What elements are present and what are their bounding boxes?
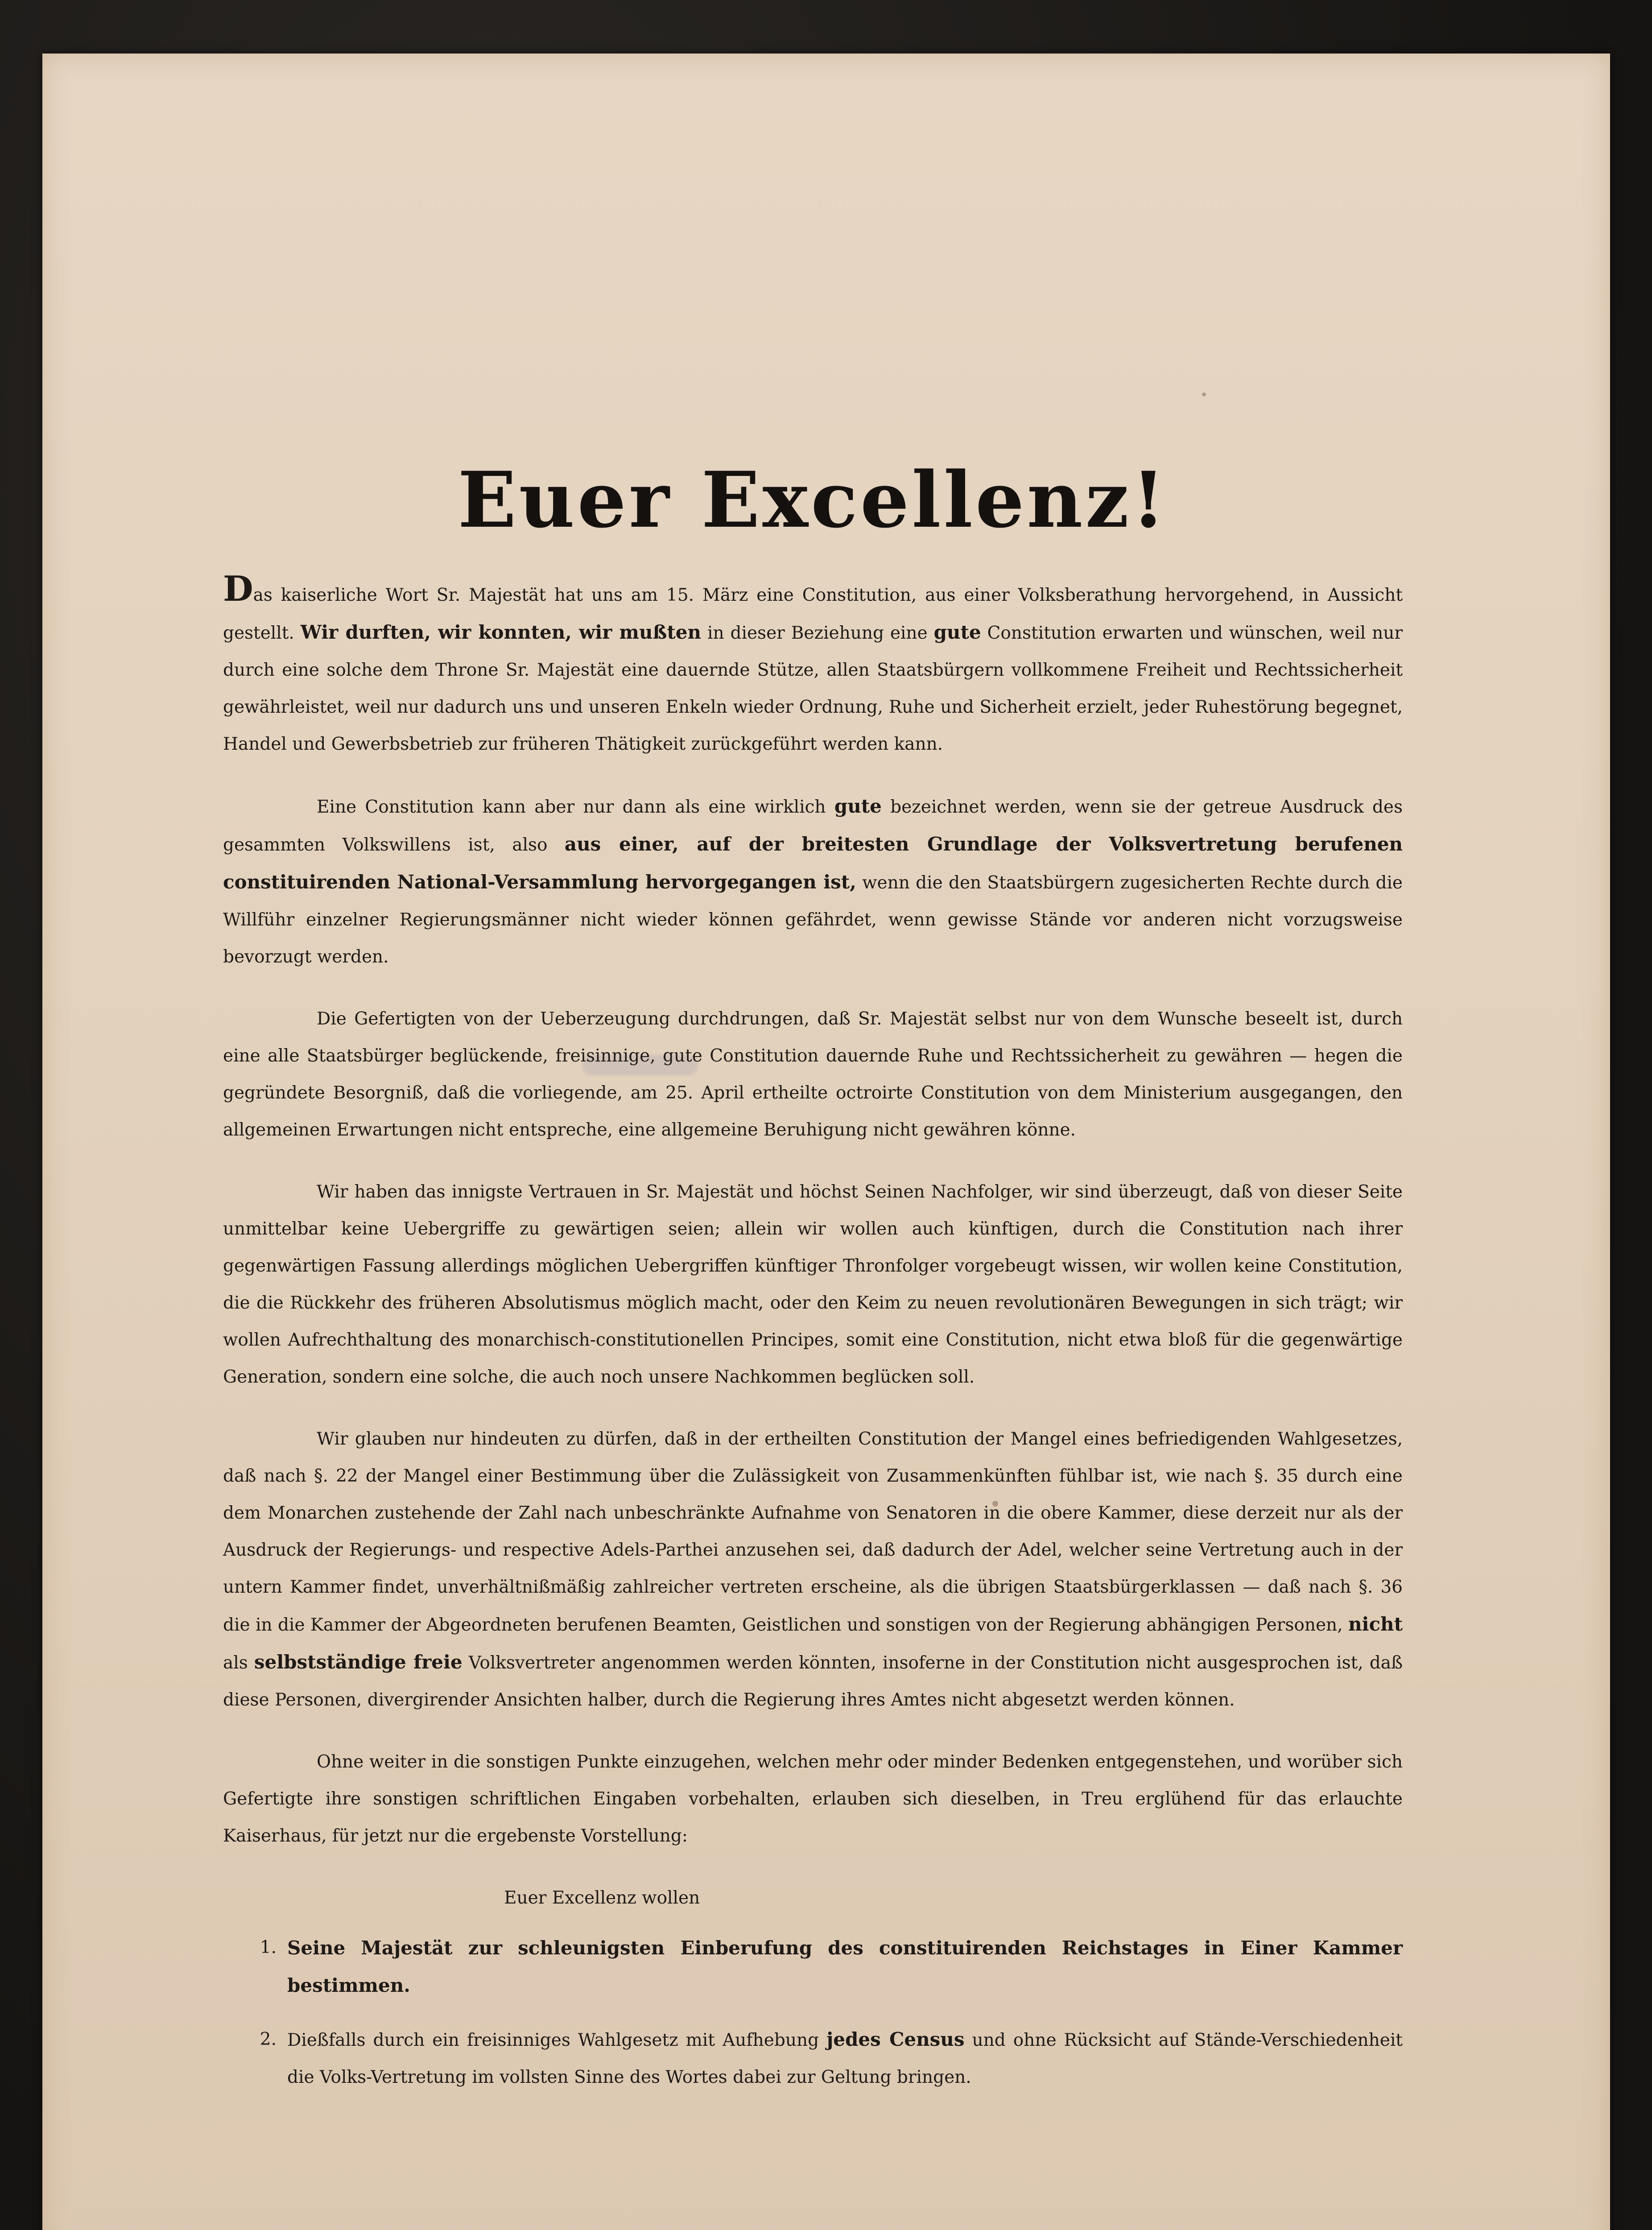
demand-item <box>223 1929 1403 2004</box>
text-run: Wir haben das innigste Vertrauen in Sr. Majestät und höchst Seinen Nachfolger, wir sind überzeugt, daß von dieser Seite unmittelbar keine Uebergriffe zu gewärtigen seien; allein wir wollen auch künftigen, durch die Constitution nach ihrer gegenwärtigen Fassung allerdings möglichen Uebergriffen künftiger Thronfolger vorgebeugt wissen, wir wollen keine Constitution, die die Rückkehr des früheren Absolutismus möglich macht, oder den Keim zu neuen revolutionären Bewegungen in sich trägt; wir wollen Aufrechthaltung des monarchisch-constitutionellen Principes, somit eine Constitution, nicht etwa bloß für die gegenwärtige Generation, sondern eine solche, die auch noch unsere Nachkommen beglücken soll. <box>223 1182 1403 1387</box>
bold-text: gute <box>834 795 882 817</box>
document-content <box>223 116 1403 2087</box>
text-run: Die Gefertigten von der Ueberzeugung durchdrungen, daß Sr. Majestät selbst nur von dem Wunsche beseelt ist, durch eine alle Staatsbürger beglückende, freisinnige, gute Constitution dauernde Ruhe und Rechtssicherheit zu gewähren — hegen die gegründete Besorgniß, daß die vorliegende, am 25. April ertheilte octroirte Constitution von dem Ministerium ausgegangen, den allgemeinen Erwartungen nicht entspreche, eine allgemeine Beruhigung nicht gewähren könne. <box>223 1009 1403 1140</box>
demand-number: 1. <box>260 1937 277 1957</box>
text-run: Wir glauben nur hindeuten zu dürfen, daß in der ertheilten Constitution der Mangel eines befriedigenden Wahlgesetzes, daß nach §. 22 der Mangel einer Bestimmung über die Zulässigkeit von Zusammenkünften fühlbar ist, wie nach §. 35 durch eine dem Monarchen zustehende der Zahl nach unbeschränkte Aufnahme von Senatoren in die obere Kammer, diese derzeit nur als der Ausdruck der Regierungs- und respective Adels-Parthei anzusehen sei, daß dadurch der Adel, welcher seine Vertretung auch in der untern Kammer findet, unverhältnißmäßig zahlreicher vertreten erscheine, als die übrigen Staatsbürgerklassen — daß nach §. 36 die in die Kammer der Abgeordneten berufenen Beamten, Geistlichen und sonstigen von der Regierung abhängigen Personen, <box>223 1429 1403 1635</box>
text-run: Volksvertreter angenommen werden könnten, insoferne in der Constitution nicht ausgesprochen ist, daß diese Personen, divergirender Ansichten halber, durch die Regierung ihres Amtes nicht abgesetzt werden können. <box>223 1653 1403 1710</box>
text-run: als <box>223 1653 254 1673</box>
bold-text: Wir durften, wir konnten, wir mußten <box>300 621 702 643</box>
demand-list <box>223 1929 1403 2096</box>
paragraph-list <box>223 569 1403 1854</box>
text-run: Eine Constitution kann aber nur dann als eine wirklich <box>317 797 834 817</box>
bold-text: aus einer, auf der breitesten Grundlage der Volksvertretung berufenen constituirenden National-Versammlung hervorgegangen ist, <box>223 833 1403 893</box>
text-run: Dießfalls durch ein freisinniges Wahlgesetz mit Aufhebung <box>287 2030 827 2050</box>
paragraph <box>223 788 1403 975</box>
text-run: in dieser Beziehung eine <box>701 623 934 643</box>
text-run: wenn die den Staatsbürgern zugesicherten Rechte durch die Willführ einzelner Regierungsmänner nicht wieder können gefährdet, wenn gewisse Stände vor anderen nicht vorzugsweise bevorzugt werden. <box>223 873 1403 967</box>
text-run: bezeichnet werden, wenn sie der getreue Ausdruck des gesammten Volkswillens ist, also <box>223 797 1403 855</box>
paragraph <box>223 569 1403 763</box>
demand-text <box>287 2021 1403 2096</box>
bold-text: gute <box>933 621 981 643</box>
demand-number: 2. <box>260 2029 277 2049</box>
text-run: as kaiserliche Wort Sr. Majestät hat uns am 15. März eine Constitution, aus einer Volksberathung hervorgehend, in Aussicht gestellt. <box>223 585 1403 643</box>
text-run: Constitution erwarten und wünschen, weil nur durch eine solche dem Throne Sr. Majestät eine dauernde Stütze, allen Staatsbürgern vollkommene Freiheit und Rechtssicherheit gewährleistet, weil nur dadurch uns und unseren Enkeln wieder Ordnung, Ruhe und Sicherheit erzielt, jeder Ruhestörung begegnet, Handel und Gewerbsbetrieb zur früheren Thätigkeit zurückgeführt werden kann. <box>223 623 1403 754</box>
paper-sheet <box>42 54 1610 2230</box>
paragraph <box>223 1173 1403 1396</box>
document-title: Euer Excellenz! <box>458 454 1168 545</box>
text-run: Ohne weiter in die sonstigen Punkte einzugehen, welchen mehr oder minder Bedenken entgegenstehen, und worüber sich Gefertigte ihre sonstigen schriftlichen Eingaben vorbehalten, erlauben sich dieselben, in Treu erglühend für das erlauchte Kaiserhaus, für jetzt nur die ergebenste Vorstellung: <box>223 1752 1403 1846</box>
drop-cap: D <box>223 569 253 609</box>
paragraph <box>223 1421 1403 1718</box>
demand-item <box>223 2021 1403 2096</box>
salutation: Euer Excellenz wollen <box>504 1888 700 1908</box>
bold-text: selbstständige freie <box>254 1651 463 1673</box>
paragraph <box>223 1743 1403 1854</box>
bold-text: jedes Census <box>826 2028 965 2050</box>
demand-text <box>287 1929 1403 2004</box>
paragraph <box>223 1000 1403 1148</box>
bold-text: nicht <box>1348 1613 1403 1635</box>
text-run: und ohne Rücksicht auf Stände-Verschiedenheit die Volks-Vertretung im vollsten Sinne des Wortes dabei zur Geltung bringen. <box>287 2030 1403 2087</box>
bold-text: Seine Majestät zur schleunigsten Einberufung des constituirenden Reichstages in Einer Kammer bestimmen. <box>287 1937 1403 1996</box>
document-body <box>223 569 1403 2113</box>
